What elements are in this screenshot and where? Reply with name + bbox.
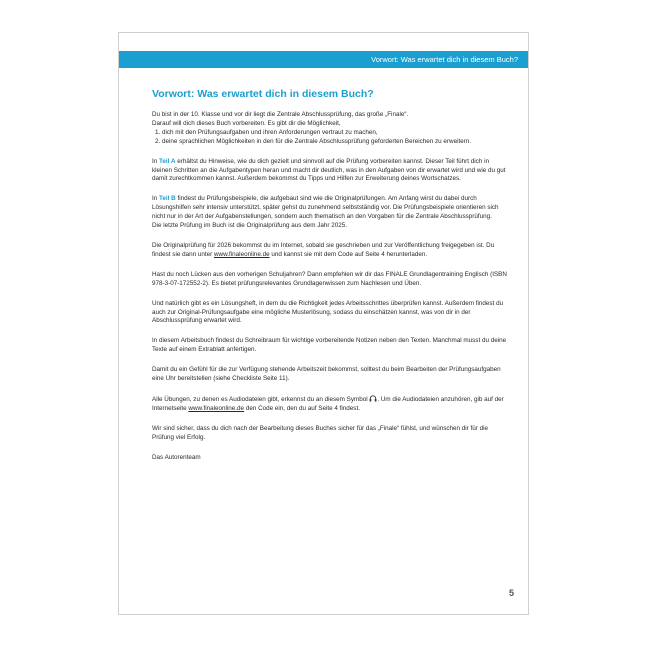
part-b-paragraph xyxy=(152,195,508,231)
part-b-pre: In xyxy=(152,195,160,203)
solutions-paragraph: Und natürlich gibt es ein Lösungsheft, in dem du die Richtigkeit jedes Arbeitsschrittes überprüfen kannst. Außerdem findest du auch zur Original-Prüfungsaufgabe eine mögliche Musterlösung, sodass du einschätzen kannst, was von dir in der Abschlussprüfung erwartet wird. xyxy=(152,299,504,325)
audio-paragraph xyxy=(152,395,508,414)
online-exam-paragraph xyxy=(152,242,508,260)
intro-item-1: 1. dich mit den Prüfungsaufgaben und ihren Anforderungen vertraut zu machen, xyxy=(155,128,378,136)
closing-paragraph: Wir sind sicher, dass du dich nach der Bearbeitung dieses Buches sicher für das „Finale“ fühlst, und wünschen dir für die Prüfung viel Erfolg. xyxy=(152,424,489,441)
page-number: 5 xyxy=(508,588,514,598)
part-b-text: findest du Prüfungsbeispiele, die aufgebaut sind wie die Originalprüfungen. Am Anfang wirst du dabei durch Lösungshilfen sehr intensiv unterstützt, später gehst du zunehmend selbstständig vor. Die Prüfungsbeispiele orientieren sich nicht nur in der Art der Aufgabenstellungen, sondern auch thematisch an den Vorgaben für die Zentrale Abschlussprüfung. xyxy=(152,195,499,221)
part-b-highlight: Teil B xyxy=(159,195,176,203)
workbook-paragraph: In diesem Arbeitsbuch findest du Schreibraum für wichtige vorbereitende Notizen neben den Texten. Manchmal musst du deine Texte auf einem Extrablatt anfertigen. xyxy=(152,337,507,354)
header-banner-text: Vorwort: Was erwartet dich in diesem Buch? xyxy=(371,55,518,64)
preface-content xyxy=(152,88,508,473)
header-banner xyxy=(119,51,528,68)
audio-text-mid: . Um die Audiodateien anzuhören, gib auf der Internetseite xyxy=(152,395,504,412)
page-title: Vorwort: Was erwartet dich in diesem Buch? xyxy=(152,88,374,100)
audio-text: Alle Übungen, zu denen es Audiodateien gibt, erkennst du an diesem Symbol xyxy=(152,395,370,403)
intro-paragraph xyxy=(152,111,508,147)
signature: Das Autorenteam xyxy=(152,453,201,461)
part-a-text: erhältst du Hinweise, wie du dich gezielt und sinnvoll auf die Prüfung vorbereiten kannst. Dieser Teil führt dich in kleinen Schritten an die Aufgabentypen heran und macht dir deutlich, was in den Aufgaben von dir erwartet wird und wie du gut damit zurechtkommen kannst. Außerdem bekommst du Tipps und Hilfen zur Erweiterung deines Wortschatzes. xyxy=(152,157,506,183)
basics-paragraph: Hast du noch Lücken aus den vorherigen Schuljahren? Dann empfehlen wir dir das FINALE Grundlagentraining Englisch (ISBN 978-3-07-172552-2). Es bietet prüfungsrelevantes Grundlagenwissen zum Nachlesen und Üben. xyxy=(152,270,507,287)
online-exam-text-end: und kannst sie mit dem Code auf Seite 4 herunterladen. xyxy=(269,250,428,258)
timing-paragraph: Damit du ein Gefühl für die zur Verfügung stehende Arbeitszeit bekommst, solltest du beim Bearbeiten der Prüfungsaufgaben eine Uhr bereitstellen (siehe Checkliste Seite 11). xyxy=(152,366,501,383)
intro-line-1: Du bist in der 10. Klasse und vor dir liegt die Zentrale Abschlussprüfung, das große „Finale“. xyxy=(152,111,409,118)
finaleonline-link-audio[interactable]: www.finaleonline.de xyxy=(188,404,245,412)
intro-line-2: Darauf will dich dieses Buch vorbereiten. Es gibt dir die Möglichkeit, xyxy=(152,119,341,127)
finaleonline-link[interactable]: www.finaleonline.de xyxy=(213,250,270,258)
part-a-pre: In xyxy=(152,157,160,165)
part-a-highlight: Teil A xyxy=(159,157,176,165)
intro-item-2: 2. deine sprachlichen Möglichkeiten in den für die Zentrale Abschlussprüfung geforderten Bereichen zu erweitern. xyxy=(155,137,472,145)
part-a-paragraph xyxy=(152,158,508,185)
online-exam-text: Die Originalprüfung für 2026 bekommst du im Internet, sobald sie geschrieben und zur Veröffentlichung freigegeben ist. Du findest sie dann unter xyxy=(152,241,495,258)
part-b-last-exam: Die letzte Prüfung im Buch ist die Originalprüfung aus dem Jahr 2025. xyxy=(152,222,347,230)
audio-text-end: den Code ein, den du auf Seite 4 findest. xyxy=(244,404,360,412)
book-page xyxy=(118,32,529,615)
